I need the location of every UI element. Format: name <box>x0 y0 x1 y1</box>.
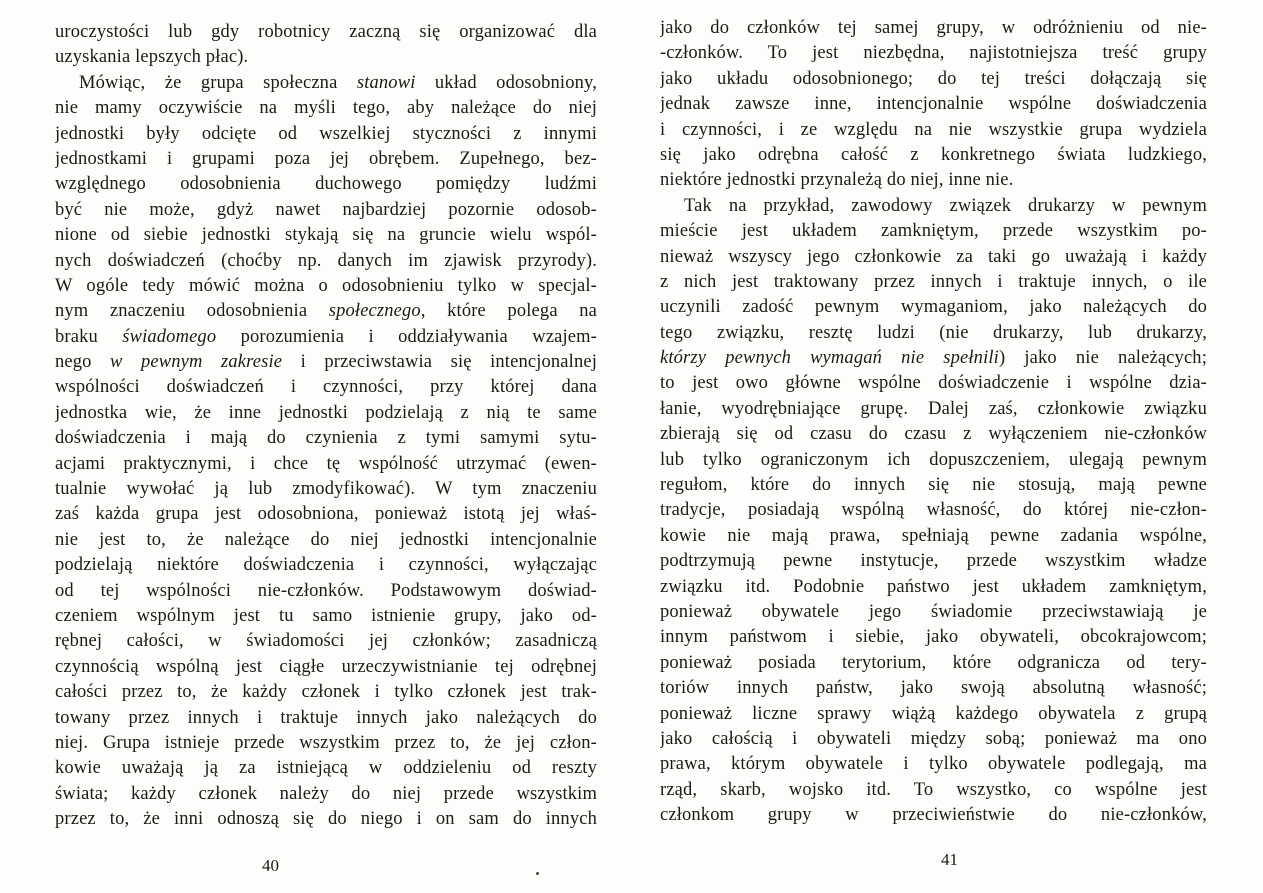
text-line: związku itd. Podobnie państwo jest układem zamkniętym, <box>660 576 1207 597</box>
text-line: ponieważ liczne sprawy wiążą każdego obywatela z grupą <box>660 703 1207 724</box>
text-line: uzyskania lepszych płac). <box>55 47 249 68</box>
scan-speck <box>536 872 539 875</box>
text-line: uroczystości lub gdy robotnicy zaczną się organizować dla <box>55 22 597 42</box>
text-line: świata; każdy członek należy do niej przede wszystkim <box>55 783 597 804</box>
text-line: ponieważ obywatele jego świadomie przeciwstawiają je <box>660 601 1207 622</box>
text-line: całości przez to, że każdy członek i tylko członek jest trak- <box>55 682 597 703</box>
text-line: regułom, które do innych się nie stosują, mają pewne <box>660 475 1207 496</box>
text-line: nych doświadczeń (choćby np. danych im zjawisk przyrody). <box>55 250 597 271</box>
text-line: ponieważ posiada terytorium, które odgranicza od tery- <box>660 652 1207 673</box>
text-line: zbierają się od czasu do czasu z wyłączeniem nie-członków <box>660 424 1207 445</box>
right-page-text <box>660 16 1207 829</box>
text-line: mieście jest układem zamkniętym, przede wszystkim po- <box>660 221 1207 242</box>
text-line: nie mamy oczywiście na myśli tego, aby należące do niej <box>55 98 597 119</box>
text-line: z nich jest traktowany przez innych i traktuje innych, o ile <box>660 271 1207 292</box>
text-line: towany przez innych i traktuje innych jako należących do <box>55 707 597 728</box>
text-line: jako układu odosobnionego; do tej treści dołączają się <box>660 68 1207 89</box>
text-line: kowie uważają ją za istniejącą w oddzieleniu od reszty <box>55 758 597 779</box>
text-line: nione od siebie jednostki stykają się na gruncie wielu wspól- <box>55 225 597 246</box>
text-line: podzielają niektóre doświadczenia i czynności, wyłączając <box>55 555 597 576</box>
text-line: jako do członków tej samej grupy, w odróżnieniu od nie- <box>660 18 1207 38</box>
text-line: -członków. To jest niezbędna, najistotniejsza treść grupy <box>660 43 1207 64</box>
text-line: rząd, skarb, wojsko itd. To wszystko, co wspólne jest <box>660 779 1207 800</box>
text-line: członkom grupy w przeciwieństwie do nie-członków, <box>660 805 1207 826</box>
text-line: innym państwom i siebie, jako obywateli, obcokrajowcom; <box>660 627 1207 648</box>
text-line: doświadczenia i mają do czynienia z tymi samymi sytu- <box>55 428 597 449</box>
text-line: względnego odosobnienia duchowego pomiędzy ludźmi <box>55 174 597 195</box>
text-line: toriów innych państw, jako swoją absolutną własność; <box>660 678 1207 699</box>
text-line: jednostki były odcięte od wszelkiej styczności z innymi <box>55 123 597 144</box>
text-line: uczynili zadość pewnym wymaganiom, jako należących do <box>660 297 1207 318</box>
text-line: tego związku, resztę ludzi (nie drukarzy, lub drukarzy, <box>660 322 1207 343</box>
text-line: jako całością i obywateli między sobą; ponieważ ma ono <box>660 728 1207 749</box>
text-line: rębnej całości, w świadomości jej członków; zasadniczą <box>55 631 597 652</box>
text-line: podtrzymują pewne instytucje, przede wszystkim władze <box>660 551 1207 572</box>
text-line: tualnie wywołać ją lub zmodyfikować). W tym znaczeniu <box>55 479 597 500</box>
text-line: niej. Grupa istnieje przede wszystkim przez to, że jej człon- <box>55 732 597 753</box>
text-line: wspólności doświadczeń i czynności, przy której dana <box>55 377 597 398</box>
text-line: tradycje, posiadają wspólną własność, do której nie-człon- <box>660 500 1207 521</box>
text-line: acjami praktycznymi, i chce tę wspólność utrzymać (ewen- <box>55 453 597 474</box>
text-line: lub tylko ograniczonym ich dopuszczeniem, ulegają pewnym <box>660 449 1207 470</box>
text-line: się jako odrębna całość z konkretnego świata ludzkiego, <box>660 144 1207 165</box>
text-line: być nie może, gdyż nawet najbardziej pozornie odosob- <box>55 199 597 220</box>
text-line: czeniem wspólnym jest tu samo istnienie grupy, jako od- <box>55 605 597 626</box>
text-line: Mówiąc, że grupa społeczna stanowi układ odosobniony, <box>79 72 597 93</box>
right-page-number: 41 <box>941 850 958 869</box>
text-line: i czynności, i ze względu na nie wszystkie grupa wydziela <box>660 119 1207 140</box>
text-line: od tej wspólności nie-członków. Podstawowym doświad- <box>55 580 597 601</box>
left-page-number: 40 <box>262 856 279 875</box>
text-line: nym znaczeniu odosobnienia społecznego, które polega na <box>55 301 597 322</box>
text-line: przez to, że inni odnoszą się do niego i on sam do innych <box>55 809 597 830</box>
text-line: czynnością wspólną jest ciągłe urzeczywistnianie tej odrębnej <box>55 656 597 677</box>
text-line: nie jest to, że należące do niej jednostki intencjonalnie <box>55 529 597 550</box>
text-line: którzy pewnych wymagań nie spełnili) jako nie należących; <box>660 348 1207 369</box>
text-line: nieważ wszyscy jego członkowie za taki go uważają i każdy <box>660 246 1207 267</box>
left-page-text <box>55 20 597 833</box>
text-line: niektóre jednostki przynależą do niej, inne nie. <box>660 170 1014 191</box>
text-line: prawa, którym obywatele i tylko obywatele podlegają, ma <box>660 754 1207 775</box>
text-line: Tak na przykład, zawodowy związek drukarzy w pewnym <box>684 195 1207 216</box>
text-line: braku świadomego porozumienia i oddziaływania wzajem- <box>55 326 597 347</box>
text-line: nego w pewnym zakresie i przeciwstawia się intencjonalnej <box>55 352 597 373</box>
text-line: łanie, wyodrębniające grupę. Dalej zaś, członkowie związku <box>660 398 1207 419</box>
text-line: zaś każda grupa jest odosobniona, ponieważ istotą jej właś- <box>55 504 597 525</box>
text-line: W ogóle tedy mówić można o odosobnieniu tylko w specjal- <box>55 275 597 296</box>
text-line: jednostka wie, że inne jednostki podzielają z nią te same <box>55 402 597 423</box>
text-line: kowie nie mają prawa, spełniają pewne zadania wspólne, <box>660 525 1207 546</box>
text-line: jednak zawsze inne, intencjonalnie wspólne doświadczenia <box>660 94 1207 115</box>
text-line: to jest owo główne wspólne doświadczenie i wspólne dzia- <box>660 373 1207 394</box>
text-line: jednostkami i grupami poza jej obrębem. Zupełnego, bez- <box>55 148 597 169</box>
